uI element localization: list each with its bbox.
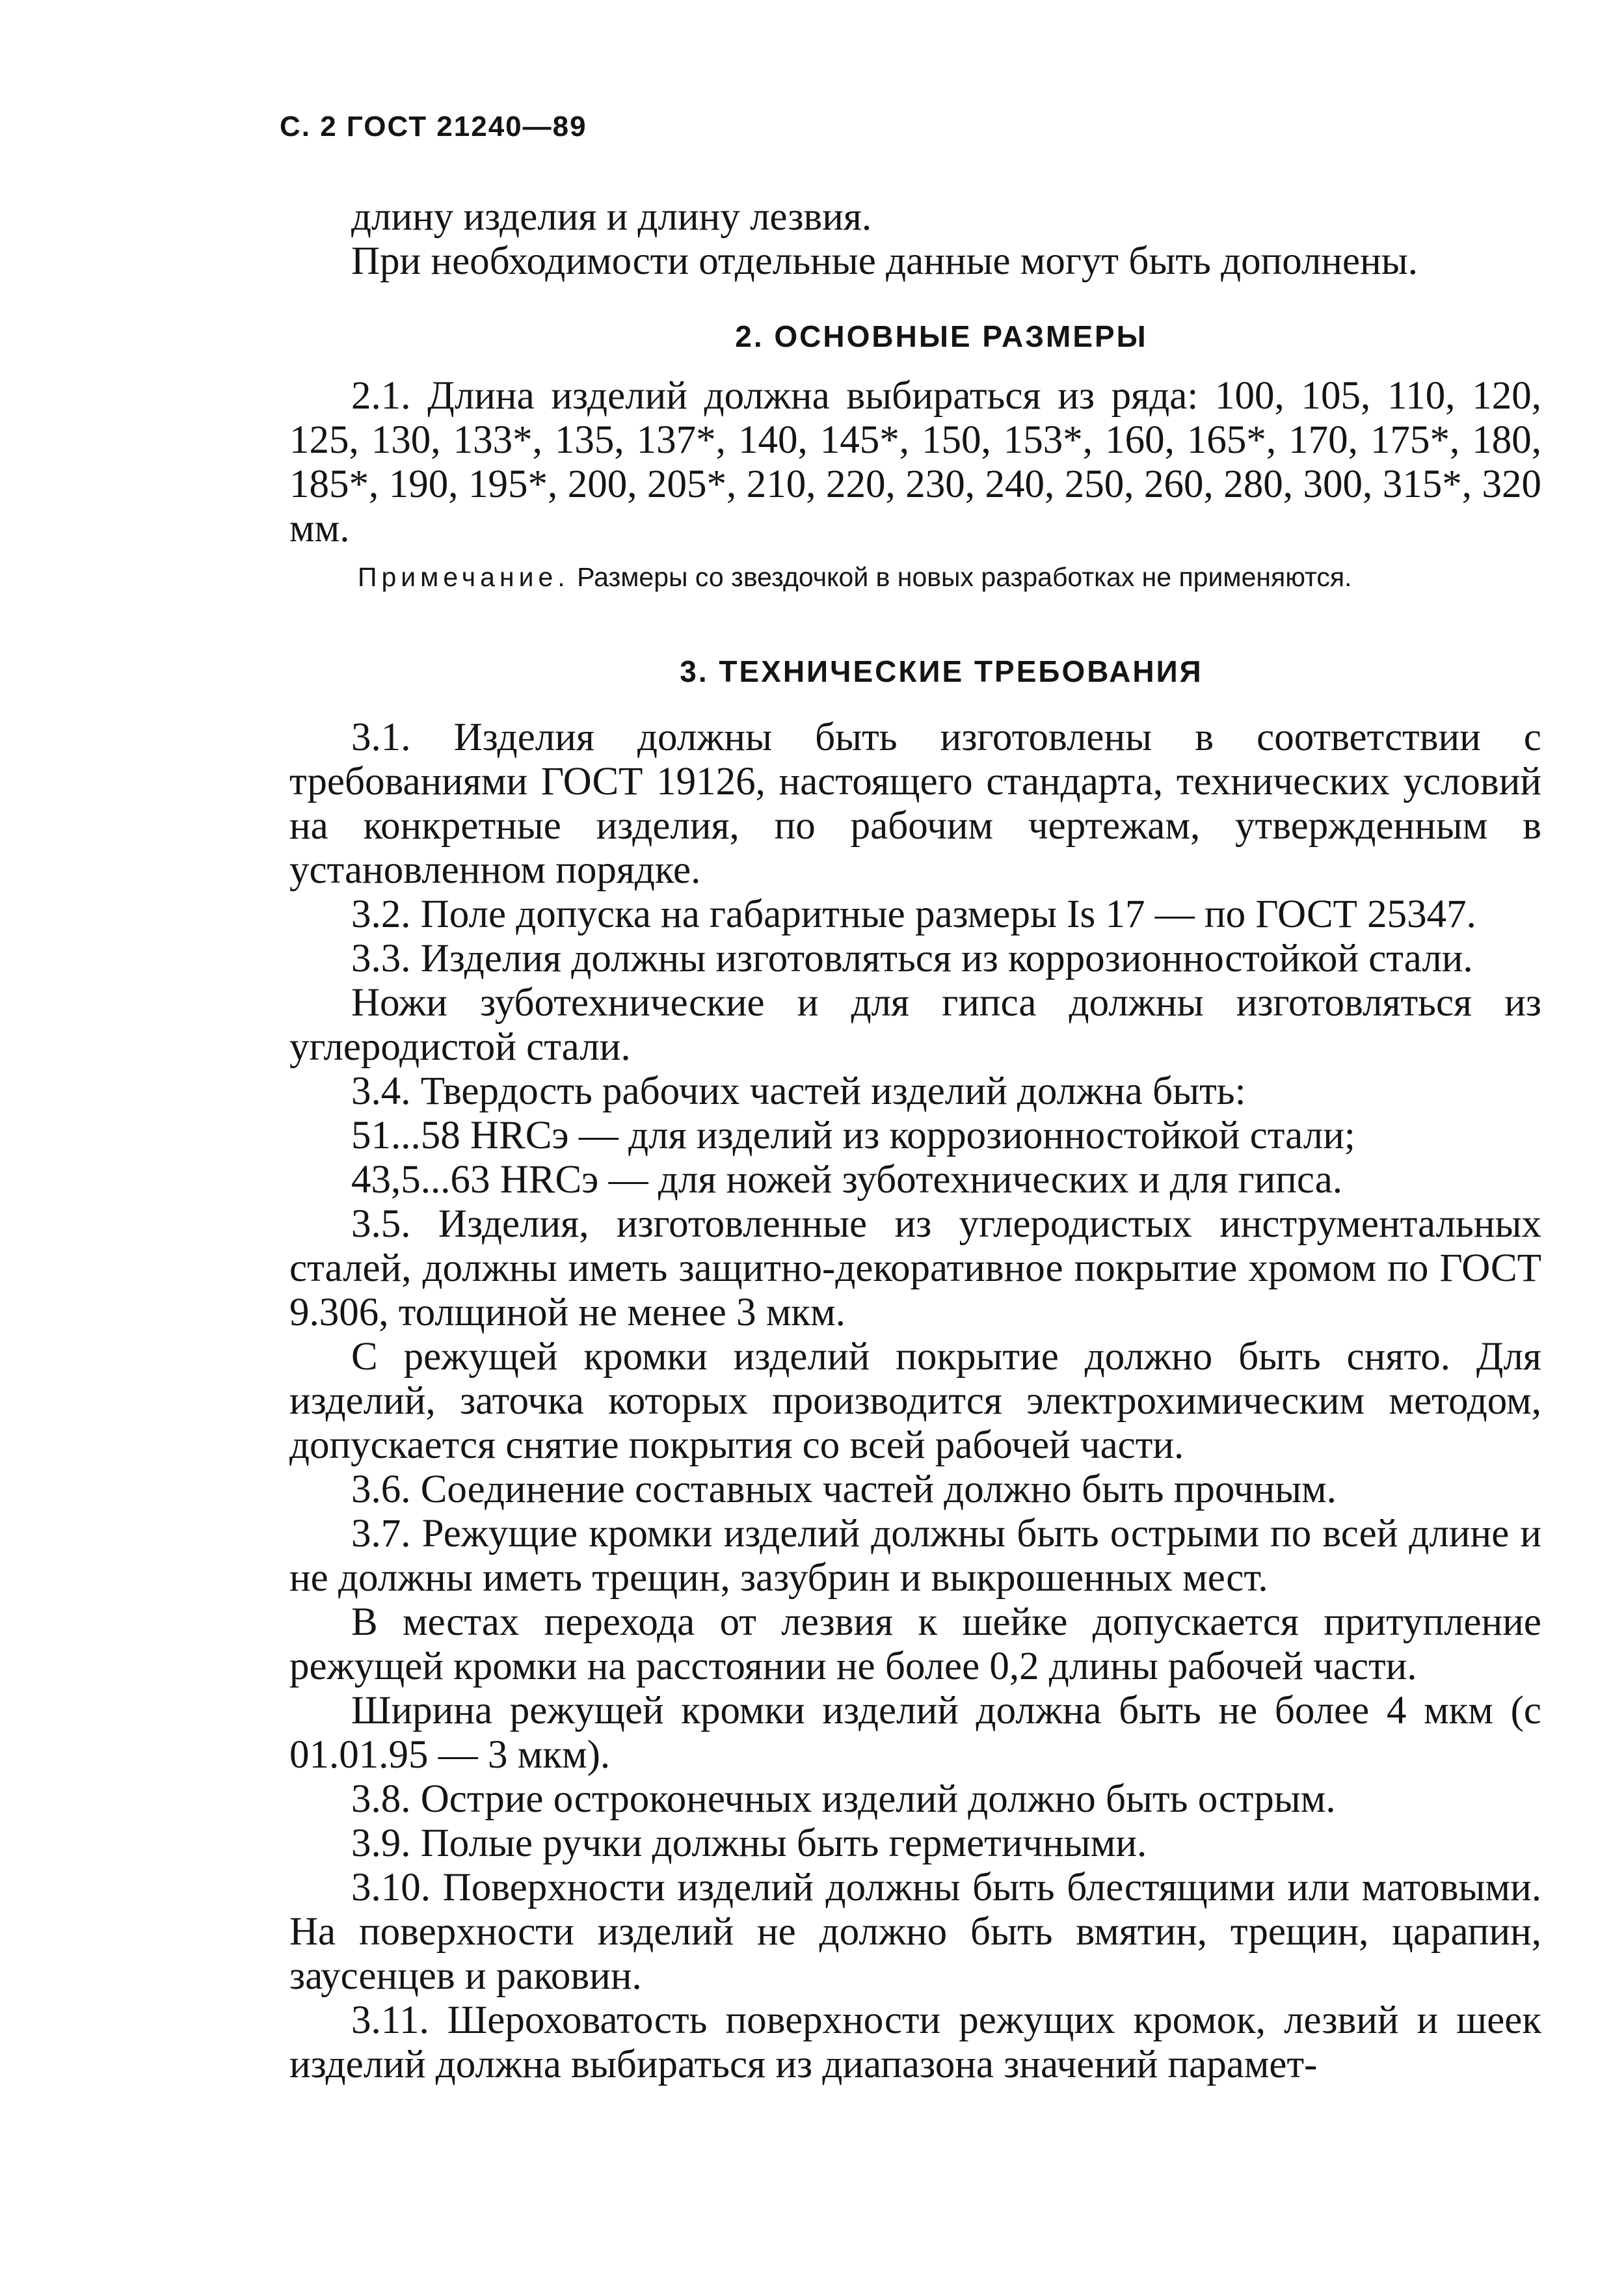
paragraph-3-8: 3.8. Острие остроконечных изделий должно быть острым. xyxy=(351,1777,1336,1821)
note-text: Размеры со звездочкой в новых разработках не применяются. xyxy=(577,562,1352,592)
paragraph-3-4-hardness-a: 51...58 HRCэ — для изделий из коррозионностойкой стали; xyxy=(351,1114,1355,1157)
paragraph-3-1: 3.1. Изделия должны быть изготовлены в соответствии с требованиями ГОСТ 19126, настоящего стандарта, технических условий на конкретные изделия, по рабочим чертежам, утвержденным в установленном порядке. xyxy=(289,716,1541,892)
paragraph-3-5-coating: С режущей кромки изделий покрытие должно быть снято. Для изделий, заточка которых производится электрохимическим методом, допускается снятие покрытия со всей рабочей части. xyxy=(289,1335,1541,1467)
paragraph-3-9: 3.9. Полые ручки должны быть герметичными. xyxy=(351,1822,1147,1865)
paragraph-3-3: 3.3. Изделия должны изготовляться из коррозионностойкой стали. xyxy=(351,937,1473,980)
paragraph-3-7-transition: В местах перехода от лезвия к шейке допускается притупление режущей кромки на расстоянии не более 0,2 длины рабочей части. xyxy=(289,1600,1541,1688)
paragraph-3-5: 3.5. Изделия, изготовленные из углеродистых инструментальных сталей, должны иметь защитно-декоративное покрытие хромом по ГОСТ 9.306, толщиной не менее 3 мкм. xyxy=(289,1202,1541,1334)
intro-block xyxy=(289,195,1541,284)
paragraph-3-4-hardness-b: 43,5...63 HRCэ — для ножей зуботехнических и для гипса. xyxy=(351,1158,1343,1202)
paragraph-3-6: 3.6. Соединение составных частей должно быть прочным. xyxy=(351,1468,1337,1511)
section-3-heading: 3. ТЕХНИЧЕСКИЕ ТРЕБОВАНИЯ xyxy=(680,654,1203,688)
paragraph-3-4: 3.4. Твердость рабочих частей изделий должна быть: xyxy=(351,1070,1246,1113)
section-3-block xyxy=(289,716,1541,2087)
paragraph-3-7: 3.7. Режущие кромки изделий должны быть острыми по всей длине и не должны иметь трещин, зазубрин и выкрошенных мест. xyxy=(289,1512,1541,1600)
section-2-block xyxy=(289,374,1541,551)
intro-paragraph-2: При необходимости отдельные данные могут быть дополнены. xyxy=(351,239,1418,283)
paragraph-3-10: 3.10. Поверхности изделий должны быть блестящими или матовыми. На поверхности изделий не должно быть вмятин, трещин, царапин, заусенцев и раковин. xyxy=(289,1866,1541,1998)
section-2-heading: 2. ОСНОВНЫЕ РАЗМЕРЫ xyxy=(735,319,1148,353)
paragraph-2-1: 2.1. Длина изделий должна выбираться из ряда: 100, 105, 110, 120, 125, 130, 133*, 135, 137*, 140, 145*, 150, 153*, 160, 165*, 170, 175*, 180, 185*, 190, 195*, 200, 205*, 210, 220, 230, 240, 250, 260, 280, 300, 315*, 320 мм. xyxy=(289,374,1541,550)
paragraph-3-11: 3.11. Шероховатость поверхности режущих кромок, лезвий и шеек изделий должна выбираться из диапазона значений парамет- xyxy=(289,1999,1541,2086)
running-header: С. 2 ГОСТ 21240—89 xyxy=(280,111,587,142)
paragraph-3-2: 3.2. Поле допуска на габаритные размеры Is 17 — по ГОСТ 25347. xyxy=(351,893,1476,936)
note-block xyxy=(358,559,1541,595)
note-lead: Примечание. xyxy=(358,562,570,592)
intro-paragraph-1: длину изделия и длину лезвия. xyxy=(351,195,872,239)
paragraph-3-7-width: Ширина режущей кромки изделий должна быть не более 4 мкм (с 01.01.95 — 3 мкм). xyxy=(289,1689,1541,1777)
paragraph-3-3-knives: Ножи зуботехнические и для гипса должны изготовляться из углеродистой стали. xyxy=(289,981,1541,1069)
